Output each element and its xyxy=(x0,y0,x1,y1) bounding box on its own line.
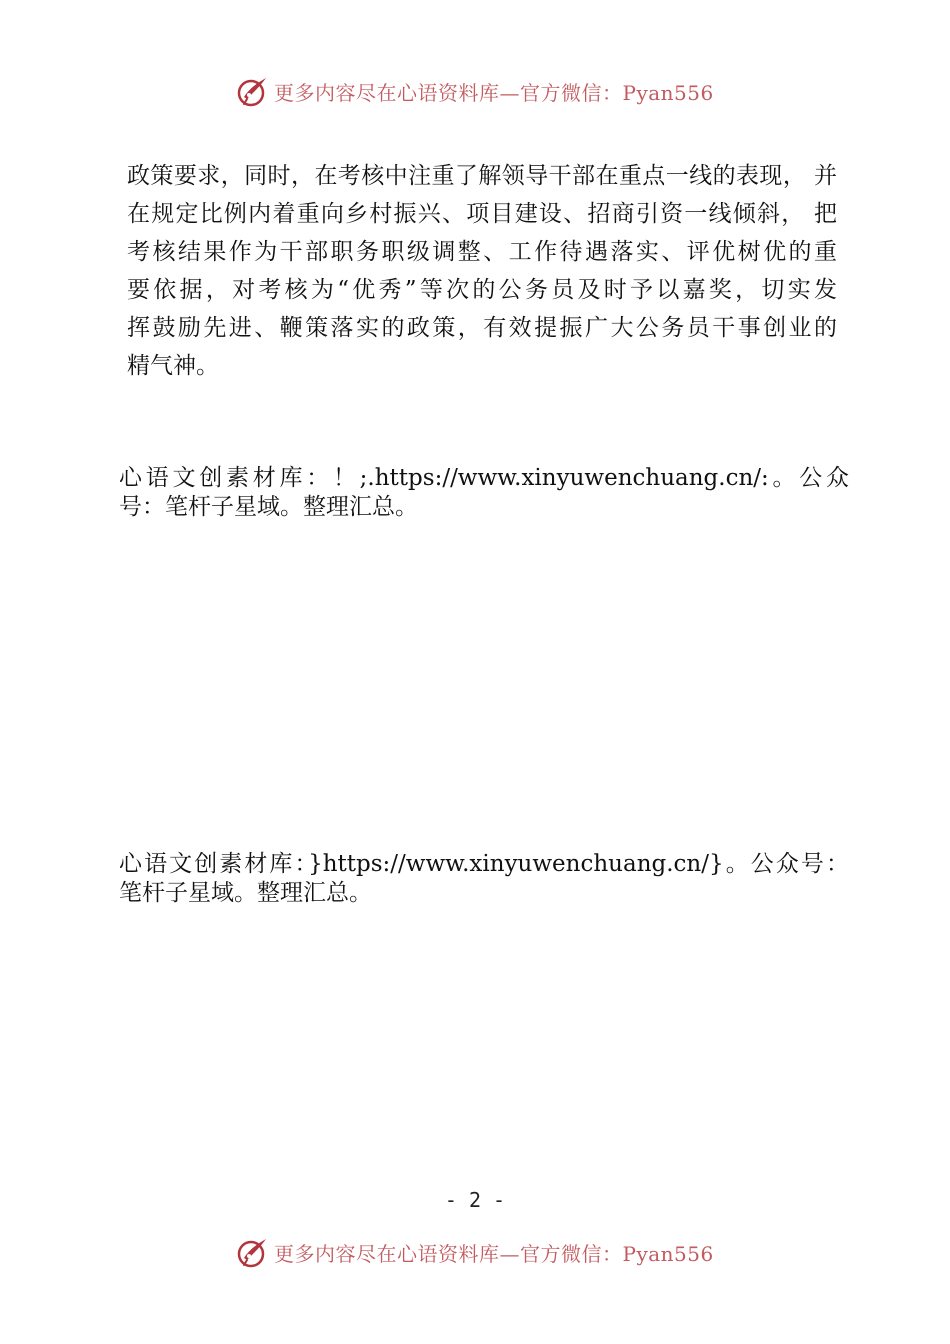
body-line: 政策要求，同时，在考核中注重了解领导干部在重点一线的表现， 并 xyxy=(127,163,837,189)
header-banner-text: 更多内容尽在心语资料库—官方微信：Pyan556 xyxy=(274,81,714,105)
footer-banner xyxy=(0,1234,950,1274)
source-note-line: 心语文创素材库：！;.https://www.xinyuwenchuang.cn/:。公众 xyxy=(119,465,849,491)
body-line: 精气神。 xyxy=(127,353,219,379)
quill-pen-seal-icon xyxy=(235,1236,269,1270)
source-note-line: 笔杆子星域。整理汇总。 xyxy=(119,880,372,906)
quill-pen-seal-icon xyxy=(235,75,269,109)
body-line: 考核结果作为干部职务职级调整、工作待遇落实、评优树优的重 xyxy=(127,239,837,265)
source-note xyxy=(119,464,849,522)
body-line: 挥鼓励先进、鞭策落实的政策，有效提振广大公务员干事创业的 xyxy=(127,315,837,341)
body-paragraph xyxy=(127,157,837,385)
body-line: 在规定比例内着重向乡村振兴、项目建设、招商引资一线倾斜， 把 xyxy=(127,201,837,227)
header-banner xyxy=(0,73,950,113)
source-note-line: 心语文创素材库：}https://www.xinyuwenchuang.cn/}。公众号： xyxy=(119,851,849,877)
source-note-line: 号：笔杆子星域。整理汇总。 xyxy=(119,494,418,520)
source-note xyxy=(119,850,849,908)
page-number: - 2 - xyxy=(444,1188,506,1212)
footer-banner-text: 更多内容尽在心语资料库—官方微信：Pyan556 xyxy=(274,1242,714,1266)
body-line: 要依据，对考核为“优秀”等次的公务员及时予以嘉奖，切实发 xyxy=(127,277,837,303)
